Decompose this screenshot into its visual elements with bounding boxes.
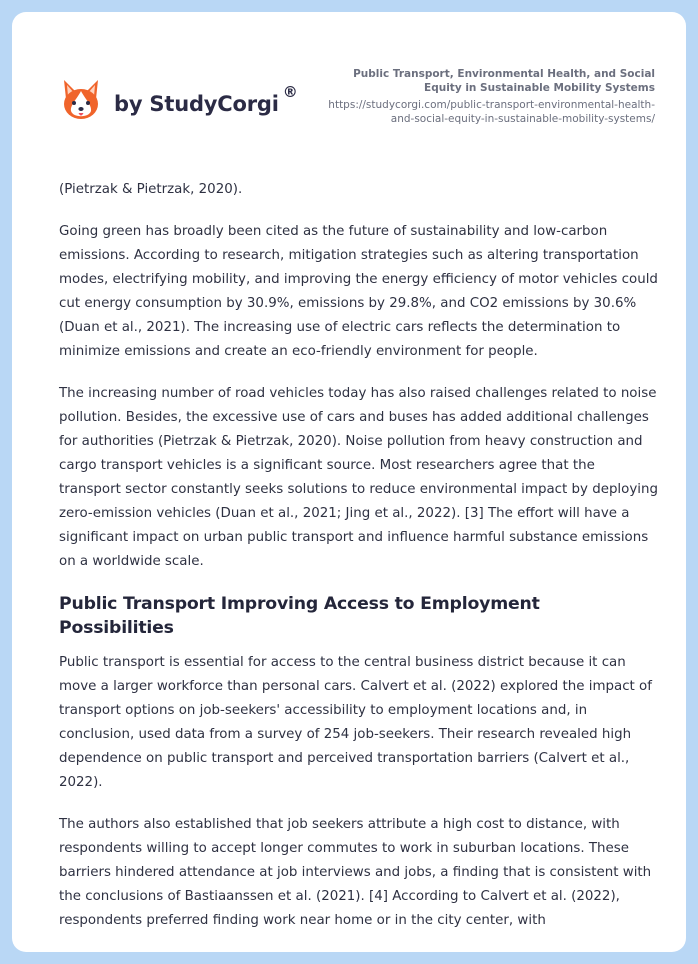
section-heading: Public Transport Improving Access to Employment Possibilities bbox=[59, 594, 540, 638]
document-page bbox=[12, 12, 686, 952]
logo-text: by StudyCorgi bbox=[114, 92, 279, 116]
document-body bbox=[59, 178, 659, 951]
registered-mark: ® bbox=[282, 83, 298, 101]
studycorgi-logo[interactable] bbox=[60, 76, 298, 124]
document-title: Public Transport, Environmental Health, and Social Equity in Sustainable Mobility Systems bbox=[353, 68, 655, 94]
paragraph: Going green has broadly been cited as the future of sustainability and low-carbon emissions. According to research, mitigation strategies such as altering transportation modes, electrifying mobility, and improving the energy efficiency of motor vehicles could cut energy consumption by 30.9%, emissions by 29.8%, and CO2 emissions by 30.6% (Duan et al., 2021). The increasing use of electric cars reflects the determination to minimize emissions and create an eco-friendly environment for people. bbox=[59, 224, 658, 359]
document-meta bbox=[315, 67, 655, 126]
corgi-logo-icon bbox=[60, 77, 102, 123]
paragraph: Public transport is essential for access to the central business district because it can move a larger workforce than personal cars. Calvert et al. (2022) explored the impact of transport options on job-seekers' accessibility to employment locations and, in conclusion, used data from a survey of 254 job-seekers. Their research revealed high dependence on public transport and perceived transportation barriers (Calvert et al., 2022). bbox=[59, 655, 652, 790]
paragraph: The increasing number of road vehicles today has also raised challenges related to noise pollution. Besides, the excessive use of cars and buses has added additional challenges for authorities (Pietrzak & Pietrzak, 2020). Noise pollution from heavy construction and cargo transport vehicles is a significant source. Most researchers agree that the transport sector constantly seeks solutions to reduce environmental impact by deploying zero-emission vehicles (Duan et al., 2021; Jing et al., 2022). [3] The effort will have a significant impact on urban public transport and influence harmful substance emissions on a worldwide scale. bbox=[59, 386, 658, 569]
paragraph: The authors also established that job seekers attribute a high cost to distance, with respondents willing to accept longer commutes to work in suburban locations. These barriers hindered attendance at job interviews and jobs, a finding that is consistent with the conclusions of Bastiaanssen et al. (2021). [4] According to Calvert et al. (2022), respondents preferred finding work near home or in the city center, with bbox=[59, 817, 652, 928]
page-header bbox=[12, 12, 686, 162]
paragraph: (Pietrzak & Pietrzak, 2020). bbox=[59, 182, 243, 197]
document-url[interactable]: https://studycorgi.com/public-transport-environmental-health-and-social-equity-in-sustainable-mobility-systems/ bbox=[328, 99, 655, 125]
